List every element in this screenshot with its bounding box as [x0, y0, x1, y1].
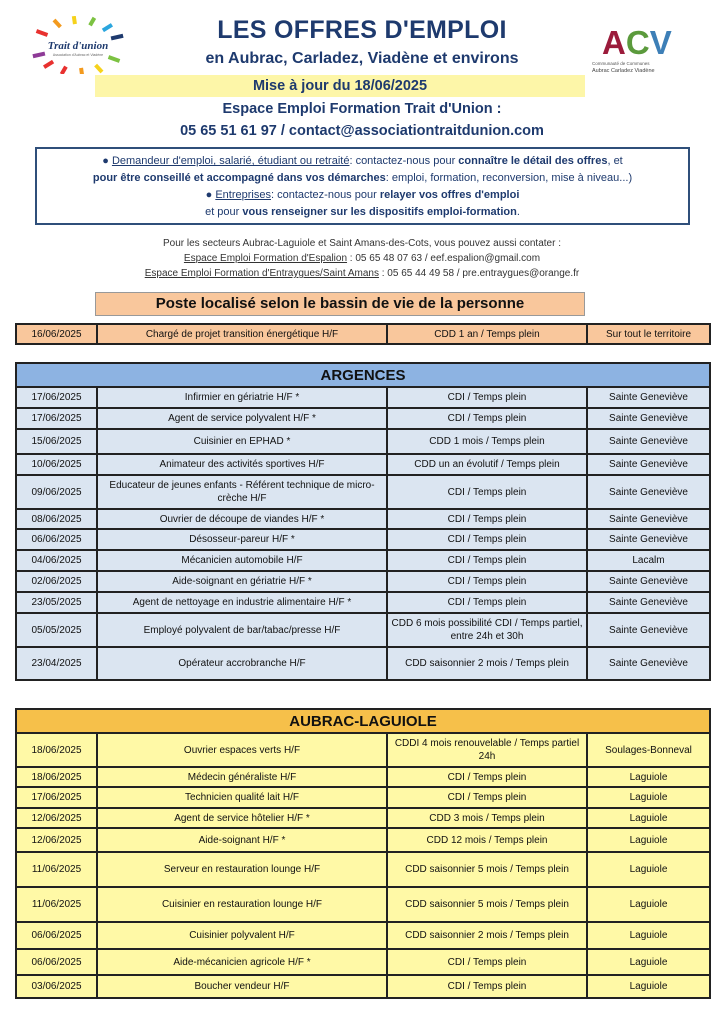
info-line-2 [43, 170, 682, 187]
contrat-cell: CDI / Temps plein [387, 475, 587, 509]
lieu-cell: Laguiole [587, 828, 710, 852]
poste-cell: Aide-soignant H/F * [97, 828, 387, 852]
date-cell: 16/06/2025 [16, 324, 97, 344]
bassin-table [15, 323, 711, 345]
aubrac-title: AUBRAC-LAGUIOLE [16, 709, 710, 733]
acv-sub1: Communauté de Communes [592, 61, 650, 66]
table-row [16, 922, 710, 949]
secteurs-info [0, 236, 724, 281]
table-row [16, 828, 710, 852]
contrat-cell: CDI / Temps plein [387, 571, 587, 592]
lieu-cell: Sainte Geneviève [587, 529, 710, 550]
date-cell: 23/04/2025 [16, 647, 97, 680]
poste-cell: Aide-soignant en gériatrie H/F * [97, 571, 387, 592]
date-cell: 15/06/2025 [16, 429, 97, 454]
info-line-1: ● Demandeur d'emploi, salarié, étudiant ou retraité: contactez-nous pour connaître le détail des offres, et [102, 155, 623, 167]
lieu-cell: Laguiole [587, 949, 710, 975]
contact-line: 05 65 51 61 97 / contact@associationtraitdunion.com [180, 123, 544, 139]
info-bold: connaître le détail des offres [458, 155, 608, 167]
date-cell: 02/06/2025 [16, 571, 97, 592]
table-row [16, 887, 710, 922]
contrat-cell: CDI / Temps plein [387, 509, 587, 529]
contrat-cell: CDD 1 mois / Temps plein [387, 429, 587, 454]
poste-cell: Aide-mécanicien agricole H/F * [97, 949, 387, 975]
update-banner: Mise à jour du 18/06/2025 [95, 75, 585, 97]
contrat-cell: CDD 6 mois possibilité CDI / Temps partiel, entre 24h et 30h [387, 613, 587, 647]
date-cell: 06/06/2025 [16, 922, 97, 949]
lieu-cell: Sainte Geneviève [587, 613, 710, 647]
contrat-cell: CDD 12 mois / Temps plein [387, 828, 587, 852]
lieu-cell: Sainte Geneviève [587, 571, 710, 592]
table-row [16, 949, 710, 975]
contrat-cell: CDI / Temps plein [387, 949, 587, 975]
info-box [35, 147, 690, 225]
poste-cell: Cuisinier en restauration lounge H/F [97, 887, 387, 922]
argences-header-row [16, 363, 710, 387]
contrat-cell: CDDI 4 mois renouvelable / Temps partiel 24h [387, 733, 587, 767]
date-cell: 12/06/2025 [16, 828, 97, 852]
contrat-cell: CDI / Temps plein [387, 592, 587, 613]
acv-letter-v: V [649, 24, 672, 61]
contrat-cell: CDI / Temps plein [387, 975, 587, 998]
table-row [16, 387, 710, 408]
lieu-cell: Laguiole [587, 852, 710, 887]
lieu-cell: Sainte Geneviève [587, 454, 710, 475]
poste-cell: Agent de service hôtelier H/F * [97, 808, 387, 828]
logo-tagline: Association d'Aubrac et Viadène [52, 53, 104, 57]
lieu-cell: Laguiole [587, 887, 710, 922]
info-text: et pour [205, 206, 243, 218]
date-cell: 06/06/2025 [16, 949, 97, 975]
espace-heading: Espace Emploi Formation Trait d'Union : [222, 101, 502, 117]
info-entreprises-link: Entreprises [215, 189, 271, 201]
lieu-cell: Sainte Geneviève [587, 429, 710, 454]
lieu-cell: Sainte Geneviève [587, 509, 710, 529]
secteurs-line-1: Pour les secteurs Aubrac-Laguiole et Saint Amans-des-Cots, vous pouvez aussi contater : [163, 238, 561, 249]
poste-cell: Boucher vendeur H/F [97, 975, 387, 998]
poste-cell: Chargé de projet transition énergétique H/F [97, 324, 387, 344]
poste-cell: Technicien qualité lait H/F [97, 787, 387, 808]
poste-cell: Serveur en restauration lounge H/F [97, 852, 387, 887]
table-row [16, 429, 710, 454]
contrat-cell: CDD saisonnier 5 mois / Temps plein [387, 887, 587, 922]
poste-cell: Infirmier en gériatrie H/F * [97, 387, 387, 408]
lieu-cell: Laguiole [587, 808, 710, 828]
table-row [16, 454, 710, 475]
date-cell: 18/06/2025 [16, 767, 97, 787]
lieu-cell: Laguiole [587, 787, 710, 808]
lieu-cell: Laguiole [587, 922, 710, 949]
info-text: . [516, 206, 520, 218]
date-cell: 17/06/2025 [16, 387, 97, 408]
espalion-link: Espace Emploi Formation d'Espalion [183, 253, 348, 264]
date-cell: 12/06/2025 [16, 808, 97, 828]
poste-cell: Employé polyvalent de bar/tabac/presse H/F [97, 613, 387, 647]
contrat-cell: CDI / Temps plein [387, 767, 587, 787]
contrat-cell: CDD 3 mois / Temps plein [387, 808, 587, 828]
date-cell: 10/06/2025 [16, 454, 97, 475]
lieu-cell: Soulages-Bonneval [587, 733, 710, 767]
poste-cell: Ouvrier de découpe de viandes H/F * [97, 509, 387, 529]
argences-title: ARGENCES [16, 363, 710, 387]
acv-letter-a: A [602, 24, 626, 61]
logo-ray [81, 68, 82, 74]
espalion-contact: : 05 65 48 07 63 / eef.espalion@gmail.com [347, 253, 541, 264]
aubrac-table [15, 708, 711, 999]
date-cell: 17/06/2025 [16, 408, 97, 429]
poste-cell: Agent de service polyvalent H/F * [97, 408, 387, 429]
poste-cell: Educateur de jeunes enfants - Référent technique de micro-crèche H/F [97, 475, 387, 509]
table-row [16, 767, 710, 787]
acv-sub2: Aubrac Carladez Viadène [592, 68, 655, 74]
poste-cell: Désosseur-pareur H/F * [97, 529, 387, 550]
table-row [16, 475, 710, 509]
info-bold: vous renseigner sur les dispositifs emploi-formation [242, 206, 517, 218]
entraygues-link: Espace Emploi Formation d'Entraygues/Saint Amans [144, 268, 379, 279]
date-cell: 03/06/2025 [16, 975, 97, 998]
contrat-cell: CDI / Temps plein [387, 787, 587, 808]
table-row [16, 808, 710, 828]
date-cell: 09/06/2025 [16, 475, 97, 509]
date-cell: 11/06/2025 [16, 887, 97, 922]
table-row [16, 529, 710, 550]
poste-cell: Médecin généraliste H/F [97, 767, 387, 787]
lieu-cell: Sur tout le territoire [587, 324, 710, 344]
contrat-cell: CDD un an évolutif / Temps plein [387, 454, 587, 475]
poste-cell: Animateur des activités sportives H/F [97, 454, 387, 475]
poste-cell: Cuisinier en EPHAD * [97, 429, 387, 454]
table-row [16, 975, 710, 998]
table-row [16, 613, 710, 647]
argences-table [15, 362, 711, 681]
lieu-cell: Sainte Geneviève [587, 387, 710, 408]
table-row [16, 733, 710, 767]
contrat-cell: CDI / Temps plein [387, 408, 587, 429]
lieu-cell: Sainte Geneviève [587, 647, 710, 680]
date-cell: 23/05/2025 [16, 592, 97, 613]
poste-cell: Agent de nettoyage en industrie alimentaire H/F * [97, 592, 387, 613]
table-row [16, 324, 710, 344]
bassin-heading: Poste localisé selon le bassin de vie de la personne [95, 292, 585, 316]
table-row [16, 571, 710, 592]
poste-cell: Ouvrier espaces verts H/F [97, 733, 387, 767]
table-row [16, 509, 710, 529]
date-cell: 06/06/2025 [16, 529, 97, 550]
date-cell: 05/05/2025 [16, 613, 97, 647]
poste-cell: Mécanicien automobile H/F [97, 550, 387, 571]
acv-letter-c: C [625, 24, 650, 61]
secteurs-line-2 [0, 251, 724, 266]
entraygues-contact: : 05 65 44 49 58 / pre.entraygues@orange.fr [378, 268, 580, 279]
contrat-cell: CDD saisonnier 2 mois / Temps plein [387, 647, 587, 680]
info-text: : emploi, formation, reconversion, mise à niveau...) [385, 172, 633, 184]
table-row [16, 592, 710, 613]
lieu-cell: Sainte Geneviève [587, 408, 710, 429]
info-bold: pour être conseillé et accompagné dans vos démarches [92, 172, 386, 184]
table-row [16, 787, 710, 808]
table-row [16, 647, 710, 680]
lieu-cell: Laguiole [587, 975, 710, 998]
contrat-cell: CDI / Temps plein [387, 529, 587, 550]
page-subtitle: en Aubrac, Carladez, Viadène et environs [205, 50, 519, 67]
lieu-cell: Sainte Geneviève [587, 475, 710, 509]
contrat-cell: CDD saisonnier 2 mois / Temps plein [387, 922, 587, 949]
info-line-4 [43, 204, 682, 221]
contrat-cell: CDI / Temps plein [387, 550, 587, 571]
date-cell: 18/06/2025 [16, 733, 97, 767]
date-cell: 11/06/2025 [16, 852, 97, 887]
lieu-cell: Sainte Geneviève [587, 592, 710, 613]
date-cell: 08/06/2025 [16, 509, 97, 529]
info-text: , et [607, 155, 623, 167]
info-demandeur-link: Demandeur d'emploi, salarié, étudiant ou retraité [111, 155, 350, 167]
lieu-cell: Laguiole [587, 767, 710, 787]
info-line-3: ● Entreprises: contactez-nous pour relayer vos offres d'emploi [205, 189, 520, 201]
date-cell: 17/06/2025 [16, 787, 97, 808]
contrat-cell: CDI / Temps plein [387, 387, 587, 408]
date-cell: 04/06/2025 [16, 550, 97, 571]
secteurs-line-3 [0, 266, 724, 281]
page-title: LES OFFRES D'EMPLOI [217, 16, 507, 44]
poste-cell: Opérateur accrobranche H/F [97, 647, 387, 680]
info-text: : contactez-nous pour [270, 189, 380, 201]
table-row [16, 550, 710, 571]
info-text: : contactez-nous pour [349, 155, 459, 167]
aubrac-header-row [16, 709, 710, 733]
contrat-cell: CDD 1 an / Temps plein [387, 324, 587, 344]
lieu-cell: Lacalm [587, 550, 710, 571]
logo-text: Trait d'union [47, 40, 109, 52]
contrat-cell: CDD saisonnier 5 mois / Temps plein [387, 852, 587, 887]
table-row [16, 408, 710, 429]
table-row [16, 852, 710, 887]
info-bold: relayer vos offres d'emploi [379, 189, 520, 201]
poste-cell: Cuisinier polyvalent H/F [97, 922, 387, 949]
